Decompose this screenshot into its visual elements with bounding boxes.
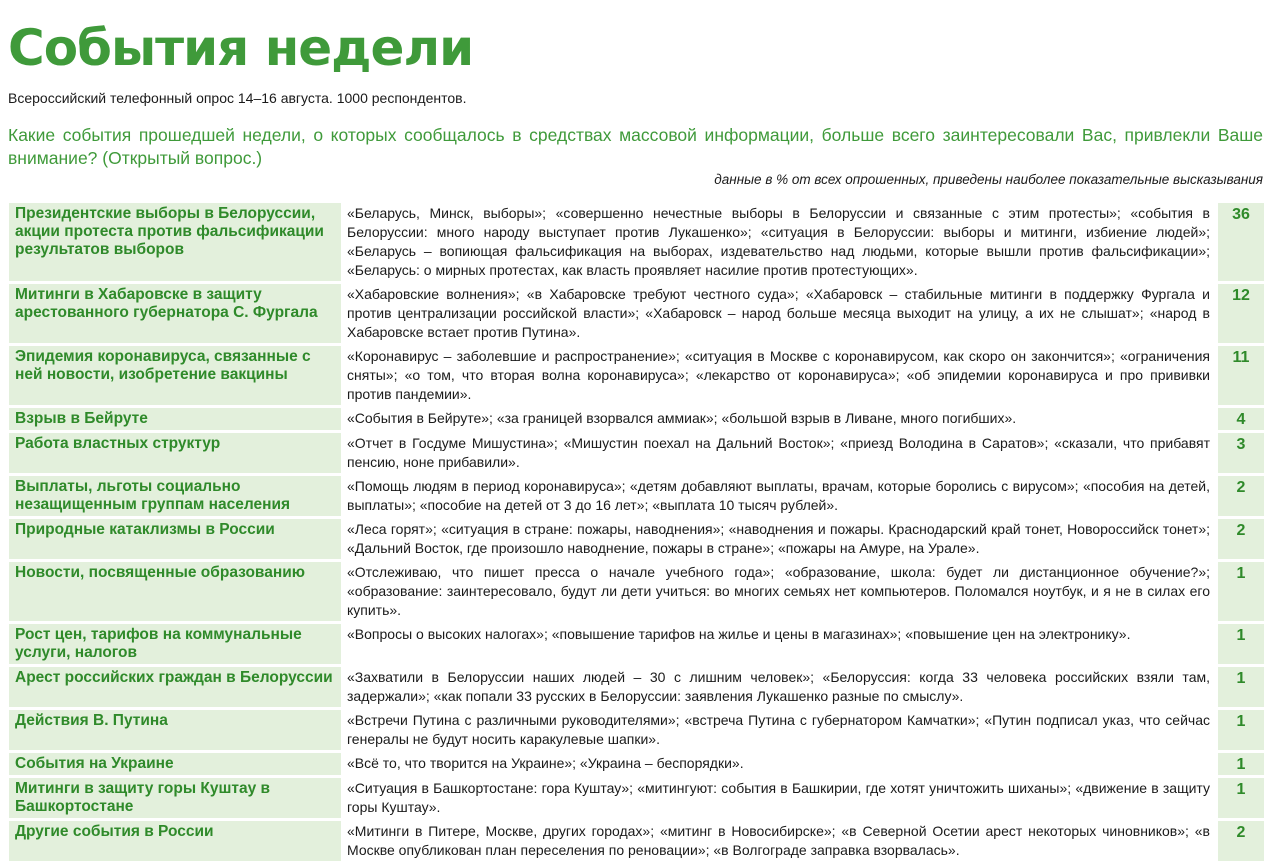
results-table-body (9, 203, 1264, 861)
topic-cell: Эпидемия коронавируса, связанные с ней новости, изобретение вакцины (9, 346, 341, 405)
quotes-cell: «Помощь людям в период коронавируса»; «детям добавляют выплаты, врачам, которые боролись с вирусом»; «пособия на детей, выплаты»; «пособие на детей от 3 до 16 лет»; «выплата 10 тысяч рублей». (347, 476, 1218, 516)
table-row (9, 476, 1264, 516)
quotes-cell: «Встречи Путина с различными руководителями»; «встреча Путина с губернатором Камчатки»; «Путин подписал указ, что сейчас генералы не будут носить каракулевые шапки». (347, 710, 1218, 750)
results-table-container (9, 203, 1264, 858)
quotes-cell: «Отслеживаю, что пишет пресса о начале учебного года»; «образование, школа: будет ли дистанционное обучение?»; «образование: заинтересовало, будут ли дети учиться: во многих семьях нет компьютеров. Поломался ноутбук, и я не в силах его купить». (347, 562, 1218, 621)
percent-cell: 2 (1218, 519, 1264, 559)
table-row (9, 408, 1264, 430)
percent-cell: 1 (1218, 667, 1264, 707)
percent-cell: 1 (1218, 624, 1264, 664)
percent-cell: 2 (1218, 476, 1264, 516)
table-row (9, 433, 1264, 473)
quotes-cell: «Коронавирус – заболевшие и распространение»; «ситуация в Москве с коронавирусом, как скоро он закончится»; «ограничения сняты»; «о том, что вторая волна коронавируса»; «лекарство от коронавируса»; «об эпидемии коронавируса и про прививки против пандемии». (347, 346, 1218, 405)
quotes-cell: «Беларусь, Минск, выборы»; «совершенно нечестные выборы в Белоруссии и связанные с этим протесты»; «события в Белоруссии: много народу выступает против Лукашенко»; «ситуация в Белоруссии: выборы и митинги, избиение людей»; «Беларусь – вопиющая фальсификация на выборах, издевательство над людьми, которые вышли против фальсификации»; «Беларусь: о мирных протестах, как власть проявляет насилие против протестующих». (347, 203, 1218, 281)
table-row (9, 821, 1264, 861)
table-row (9, 203, 1264, 281)
quotes-cell: «Отчет в Госдуме Мишустина»; «Мишустин поехал на Дальний Восток»; «приезд Володина в Саратов»; «сказали, что прибавят пенсию, ноне прибавили». (347, 433, 1218, 473)
quotes-cell: «Вопросы о высоких налогах»; «повышение тарифов на жилье и цены в магазинах»; «повышение цен на электронику». (347, 624, 1218, 664)
quotes-cell: «Захватили в Белоруссии наших людей – 30 с лишним человек»; «Белоруссия: когда 33 человека российских взяли там, задержали»; «как попали 33 русских в Белоруссии: заявления Лукашенко разные по смыслу». (347, 667, 1218, 707)
table-row (9, 624, 1264, 664)
percent-cell: 11 (1218, 346, 1264, 405)
topic-cell: Рост цен, тарифов на коммунальные услуги, налогов (9, 624, 341, 664)
topic-cell: Митинги в Хабаровске в защиту арестованного губернатора С. Фургала (9, 284, 341, 343)
table-row (9, 710, 1264, 750)
table-row (9, 753, 1264, 775)
topic-cell: Работа властных структур (9, 433, 341, 473)
quotes-cell: «Хабаровские волнения»; «в Хабаровске требуют честного суда»; «Хабаровск – стабильные митинги в поддержку Фургала и против централизации российской власти»; «Хабаровск – народ больше месяца выходит на улицу, а их не слышат»; «народ в Хабаровске встает против Путина». (347, 284, 1218, 343)
table-row (9, 667, 1264, 707)
topic-cell: События на Украине (9, 753, 341, 775)
data-note: данные в % от всех опрошенных, приведены наиболее показательные высказывания (714, 172, 1263, 187)
percent-cell: 12 (1218, 284, 1264, 343)
percent-cell: 3 (1218, 433, 1264, 473)
percent-cell: 1 (1218, 778, 1264, 818)
topic-cell: Другие события в России (9, 821, 341, 861)
topic-cell: Митинги в защиту горы Куштау в Башкортостане (9, 778, 341, 818)
quotes-cell: «Ситуация в Башкортостане: гора Куштау»; «митингуют: события в Башкирии, где хотят уничтожить шиханы»; «движение в защиту горы Куштау». (347, 778, 1218, 818)
topic-cell: Природные катаклизмы в России (9, 519, 341, 559)
quotes-cell: «Леса горят»; «ситуация в стране: пожары, наводнения»; «наводнения и пожары. Краснодарский край тонет, Новороссийск тонет»; «Дальний Восток, где произошло наводнение, пожары в стране»; «пожары на Амуре, на Урале». (347, 519, 1218, 559)
percent-cell: 36 (1218, 203, 1264, 281)
percent-cell: 4 (1218, 408, 1264, 430)
percent-cell: 1 (1218, 562, 1264, 621)
topic-cell: Новости, посвященные образованию (9, 562, 341, 621)
topic-cell: Действия В. Путина (9, 710, 341, 750)
quotes-cell: «Всё то, что творится на Украине»; «Украина – беспорядки». (347, 753, 1218, 775)
table-row (9, 519, 1264, 559)
topic-cell: Взрыв в Бейруте (9, 408, 341, 430)
quotes-cell: «Митинги в Питере, Москве, других городах»; «митинг в Новосибирске»; «в Северной Осетии арест некоторых чиновников»; «в Москве опубликован план переселения по реновации»; «в Волгограде заправка взорвалась». (347, 821, 1218, 861)
table-row (9, 284, 1264, 343)
quotes-cell: «События в Бейруте»; «за границей взорвался аммиак»; «большой взрыв в Ливане, много погибших». (347, 408, 1218, 430)
page-title: События недели (8, 19, 474, 77)
topic-cell: Президентские выборы в Белоруссии, акции протеста против фальсификации результатов выборов (9, 203, 341, 281)
percent-cell: 2 (1218, 821, 1264, 861)
topic-cell: Арест российских граждан в Белоруссии (9, 667, 341, 707)
survey-info: Всероссийский телефонный опрос 14–16 августа. 1000 респондентов. (8, 90, 467, 106)
table-row (9, 778, 1264, 818)
results-table (9, 200, 1264, 864)
percent-cell: 1 (1218, 753, 1264, 775)
survey-question: Какие события прошедшей недели, о которых сообщалось в средствах массовой информации, больше всего заинтересовали Вас, привлекли Ваше внимание? (Открытый вопрос.) (8, 125, 1263, 168)
table-row (9, 562, 1264, 621)
percent-cell: 1 (1218, 710, 1264, 750)
topic-cell: Выплаты, льготы социально незащищенным группам населения (9, 476, 341, 516)
table-row (9, 346, 1264, 405)
